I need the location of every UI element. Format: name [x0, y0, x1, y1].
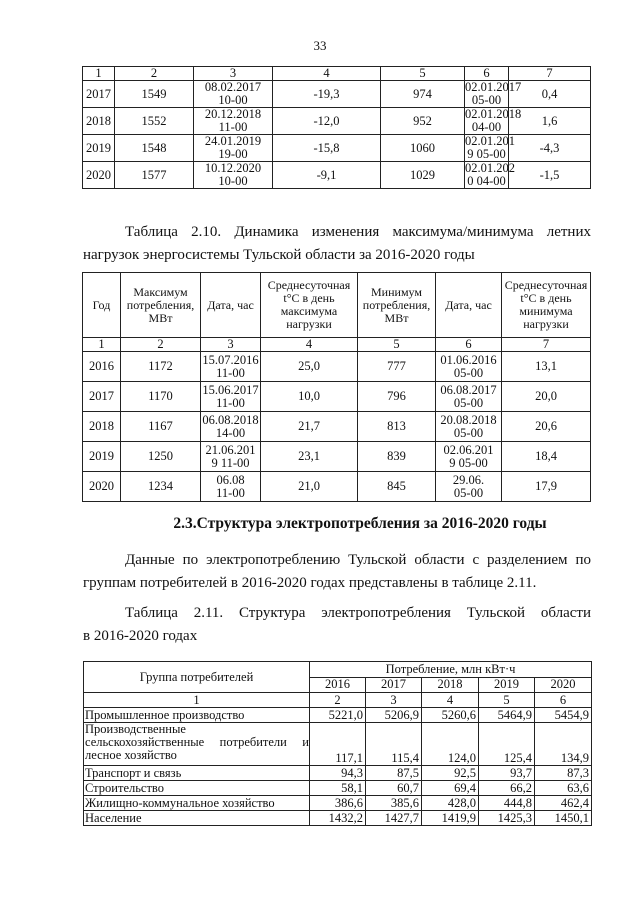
table-row: 2020 1577 10.12.2020 10-00 -9,1 1029 02.01.202 0 04-00 -1,5: [83, 162, 591, 189]
table-2-11: [83, 661, 592, 826]
caption-table-2-11: Таблица 2.11. Структура электропотребления Тульской области в 2016-2020 годах: [83, 605, 591, 644]
table-row: Строительство 58,1 60,7 69,4 66,2 63,6: [84, 781, 592, 796]
table-header-row: Группа потребителей Потребление, млн кВт·ч: [84, 662, 592, 678]
table-number-row: 1 2 3 4 5 6: [84, 693, 592, 708]
table-row: Население 1432,2 1427,7 1419,9 1425,3 1450,1: [84, 811, 592, 826]
table-row: Жилищно-коммунальное хозяйство 386,6 385,6 428,0 444,8 462,4: [84, 796, 592, 811]
table-row: 2018 1552 20.12.2018 11-00 -12,0 952 02.01.2018 04-00 1,6: [83, 108, 591, 135]
table-row: 2017 1170 15.06.2017 11-00 10,0 796 06.08.2017 05-00 20,0: [83, 382, 591, 412]
table-header-row: Год Максимум потребления, МВт Дата, час Среднесуточная t°С в день максимума нагрузки Минимум потребления, МВт Дата, час Среднесуточная t°С в день минимума нагрузки: [83, 273, 591, 338]
table-row: 2019 1250 21.06.201 9 11-00 23,1 839 02.06.201 9 05-00 18,4: [83, 442, 591, 472]
page-number: 33: [313, 38, 327, 53]
table-row: Промышленное производство 5221,0 5206,9 5260,6 5464,9 5454,9: [84, 708, 592, 723]
table-2-10: [82, 272, 591, 502]
table-number-row: 1 2 3 4 5 6 7: [83, 67, 591, 81]
table-years-row: 2016 2017 2018 2019 2020: [84, 677, 592, 693]
caption-table-2-10: Таблица 2.10. Динамика изменения максимума/минимума летних нагрузок энергосистемы Тульской области за 2016-2020 годы: [83, 224, 591, 263]
section-heading: 2.3.Структура электропотребления за 2016-2020 годы: [173, 515, 547, 532]
table-row: 2019 1548 24.01.2019 19-00 -15,8 1060 02.01.201 9 05-00 -4,3: [83, 135, 591, 162]
table-number-row: 1 2 3 4 5 6 7: [83, 338, 591, 352]
table-row: 2020 1234 06.08 11-00 21,0 845 29.06. 05-00 17,9: [83, 472, 591, 502]
paragraph-intro: Данные по электропотреблению Тульской области с разделением по группам потребителей в 2016-2020 годах представлены в таблице 2.11.: [83, 552, 591, 591]
table-row: Производственные сельскохозяйственные потребители и лесное хозяйство 117,1 115,4 124,0 125,4 134,9: [84, 723, 592, 766]
table-row: 2017 1549 08.02.2017 10-00 -19,3 974 02.01.2017 05-00 0,4: [83, 81, 591, 108]
table-row: 2018 1167 06.08.2018 14-00 21,7 813 20.08.2018 05-00 20,6: [83, 412, 591, 442]
table-row: Транспорт и связь 94,3 87,5 92,5 93,7 87,3: [84, 766, 592, 781]
table-continuation: [82, 66, 591, 189]
table-row: 2016 1172 15.07.2016 11-00 25,0 777 01.06.2016 05-00 13,1: [83, 352, 591, 382]
